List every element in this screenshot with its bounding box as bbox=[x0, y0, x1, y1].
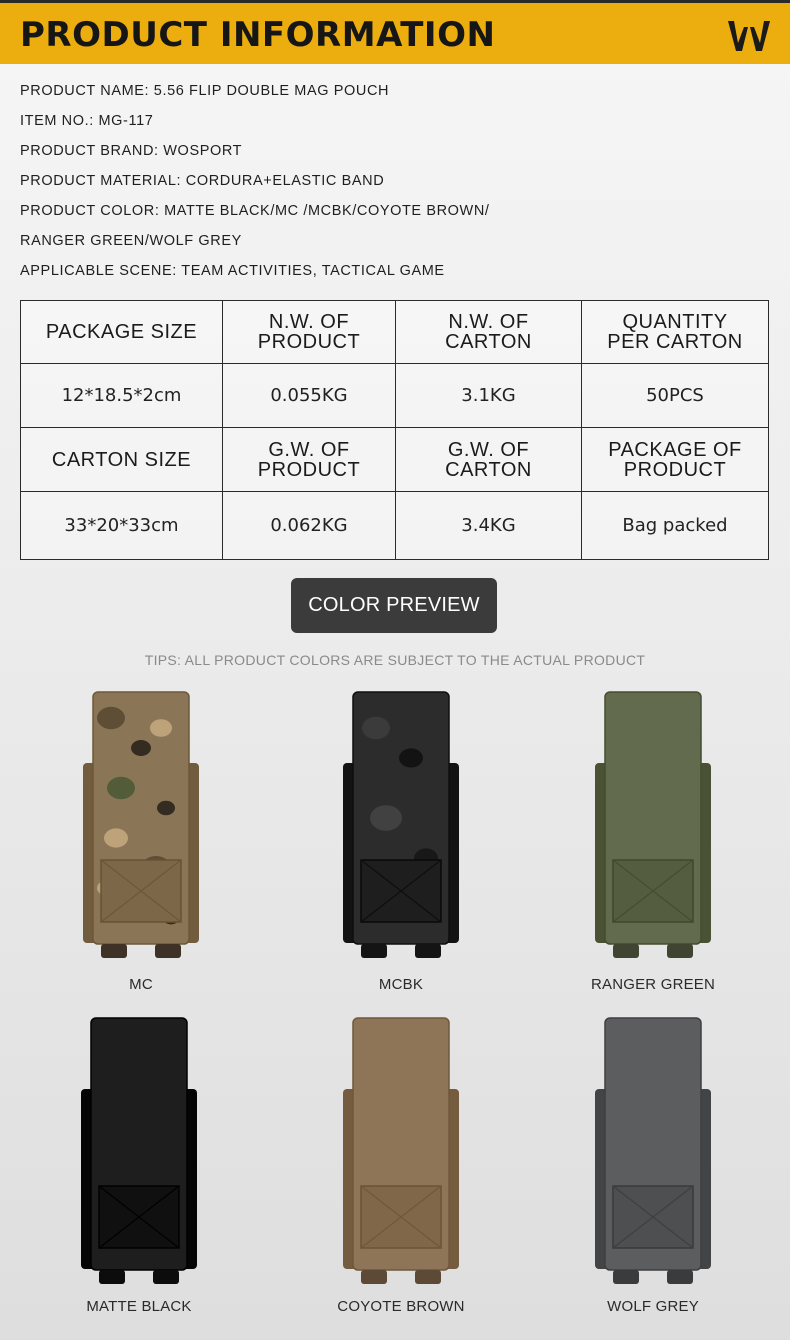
color-swatch-label: MCBK bbox=[378, 976, 424, 993]
table-row bbox=[21, 301, 769, 364]
table-header-cell: G.W. OF CARTON bbox=[396, 428, 582, 492]
product-info-list bbox=[20, 80, 760, 290]
table-header-cell: N.W. OF CARTON bbox=[396, 301, 582, 364]
mag-pouch-image bbox=[553, 1014, 753, 1294]
table-cell: 33*20*33cm bbox=[21, 492, 223, 560]
table-cell: 0.055KG bbox=[223, 364, 396, 428]
info-product-brand: PRODUCT BRAND: WOSPORT bbox=[20, 143, 243, 159]
color-swatch-label: RANGER GREEN bbox=[590, 976, 716, 993]
info-product-color: PRODUCT COLOR: MATTE BLACK/MC /MCBK/COYOTE BROWN/ bbox=[20, 203, 490, 219]
mag-pouch-image bbox=[301, 688, 501, 968]
info-applicable-scene: APPLICABLE SCENE: TEAM ACTIVITIES, TACTICAL GAME bbox=[20, 263, 445, 279]
table-header-cell: CARTON SIZE bbox=[21, 428, 223, 492]
color-swatch-item[interactable] bbox=[553, 688, 753, 993]
color-swatch-item[interactable] bbox=[301, 688, 501, 993]
color-swatch-item[interactable] bbox=[301, 1014, 501, 1314]
mag-pouch-image bbox=[39, 1014, 239, 1294]
wosport-w-logo-icon bbox=[726, 17, 772, 55]
color-swatch-label: MC bbox=[129, 976, 153, 993]
table-header-cell: QUANTITY PER CARTON bbox=[582, 301, 769, 364]
table-row bbox=[21, 492, 769, 560]
table-cell: 3.4KG bbox=[396, 492, 582, 560]
table-row bbox=[21, 428, 769, 492]
info-item-no: ITEM NO.: MG-117 bbox=[20, 113, 154, 129]
table-cell: 3.1KG bbox=[396, 364, 582, 428]
mag-pouch-image bbox=[553, 688, 753, 968]
table-row bbox=[21, 364, 769, 428]
table-header-cell: G.W. OF PRODUCT bbox=[223, 428, 396, 492]
color-swatch-label: COYOTE BROWN bbox=[337, 1298, 465, 1315]
table-header-cell: PACKAGE OF PRODUCT bbox=[582, 428, 769, 492]
tips-text: TIPS: ALL PRODUCT COLORS ARE SUBJECT TO THE ACTUAL PRODUCT bbox=[144, 652, 646, 668]
color-swatch-label: MATTE BLACK bbox=[86, 1298, 192, 1315]
table-header-cell: N.W. OF PRODUCT bbox=[223, 301, 396, 364]
info-product-color-cont: RANGER GREEN/WOLF GREY bbox=[20, 233, 242, 249]
color-swatch-item[interactable] bbox=[39, 1014, 239, 1314]
spec-table bbox=[20, 300, 769, 560]
info-product-name: PRODUCT NAME: 5.56 FLIP DOUBLE MAG POUCH bbox=[20, 83, 390, 99]
color-preview-button[interactable]: COLOR PREVIEW bbox=[291, 578, 497, 633]
mag-pouch-image bbox=[41, 688, 241, 968]
table-cell: 50PCS bbox=[582, 364, 769, 428]
table-cell: 0.062KG bbox=[223, 492, 396, 560]
color-swatch-item[interactable] bbox=[553, 1014, 753, 1314]
table-cell: Bag packed bbox=[582, 492, 769, 560]
table-cell: 12*18.5*2cm bbox=[21, 364, 223, 428]
mag-pouch-image bbox=[301, 1014, 501, 1294]
color-swatch-label: WOLF GREY bbox=[607, 1298, 699, 1315]
page-title: PRODUCT INFORMATION bbox=[20, 15, 496, 55]
info-product-material: PRODUCT MATERIAL: CORDURA+ELASTIC BAND bbox=[20, 173, 385, 189]
color-swatch-item[interactable] bbox=[41, 688, 241, 993]
header-bar bbox=[0, 0, 790, 64]
table-header-cell: PACKAGE SIZE bbox=[21, 301, 223, 364]
